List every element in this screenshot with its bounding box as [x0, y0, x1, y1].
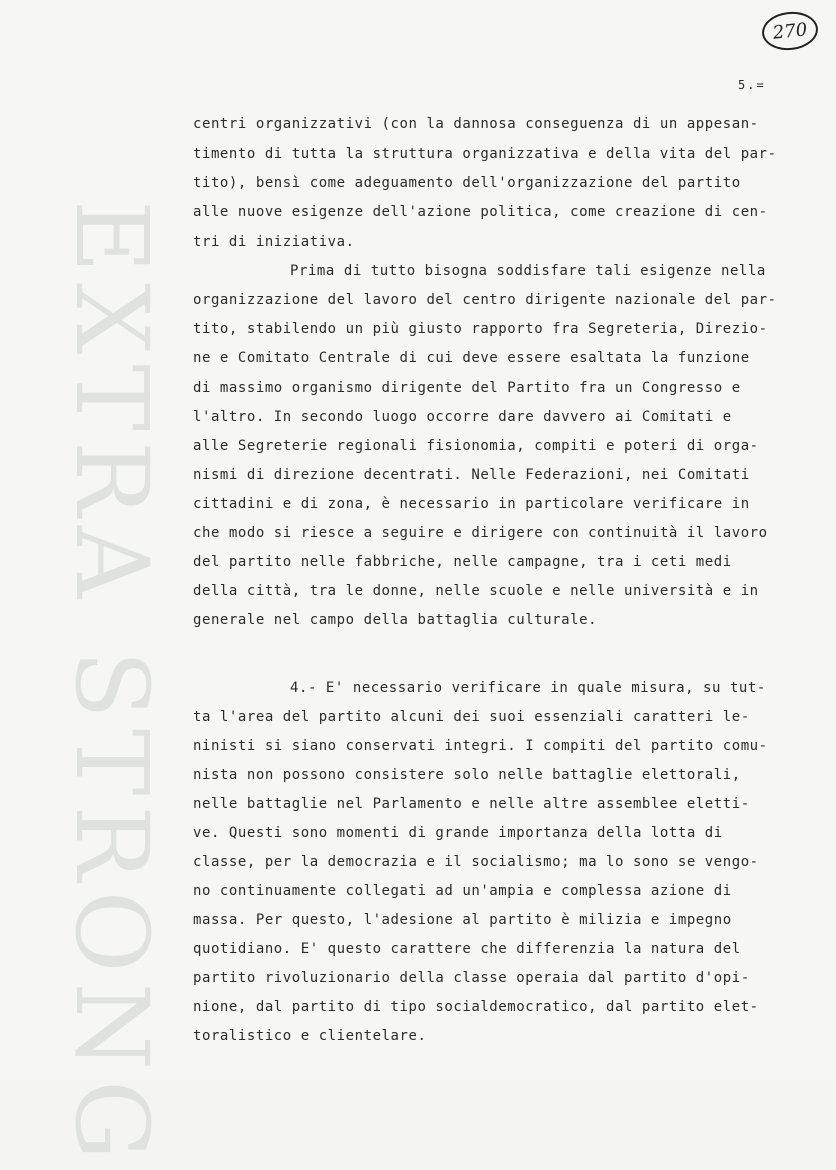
text-line: timento di tutta la struttura organizzativa e della vita del par-	[193, 146, 777, 162]
text-line: alle nuove esigenze dell'azione politica, come creazione di cen-	[193, 204, 768, 220]
text-line: del partito nelle fabbriche, nelle campagne, tra i ceti medi	[193, 554, 732, 570]
text-line: nista non possono consistere solo nelle battaglie elettorali,	[193, 767, 741, 783]
text-line: classe, per la democrazia e il socialismo; ma lo sono se vengo-	[193, 854, 759, 870]
text-line: quotidiano. E' questo carattere che differenzia la natura del	[193, 941, 741, 957]
text-line: ninisti si siano conservati integri. I compiti del partito comu-	[193, 738, 768, 754]
text-line: della città, tra le donne, nelle scuole e nelle università e in	[193, 583, 759, 599]
text-line: cittadini e di zona, è necessario in particolare verificare in	[193, 496, 750, 512]
text-line: centri organizzativi (con la dannosa conseguenza di un appesan-	[193, 116, 759, 132]
archive-stamp: 270	[760, 9, 820, 53]
paper-watermark: EXTRA STRONG	[53, 200, 170, 1170]
text-line: nelle battaglie nel Parlamento e nelle altre assemblee eletti-	[193, 796, 750, 812]
text-line: no continuamente collegati ad un'ampia e complessa azione di	[193, 883, 732, 899]
text-line: nismi di direzione decentrati. Nelle Federazioni, nei Comitati	[193, 467, 750, 483]
text-line: partito rivoluzionario della classe operaia dal partito d'opi-	[193, 970, 750, 986]
text-line: l'altro. In secondo luogo occorre dare davvero ai Comitati e	[193, 409, 732, 425]
text-line: toralistico e clientelare.	[193, 1028, 427, 1044]
text-line: nione, dal partito di tipo socialdemocratico, dal partito elet-	[193, 999, 759, 1015]
text-line: tito), bensì come adeguamento dell'organizzazione del partito	[193, 175, 741, 191]
text-line: tri di iniziativa.	[193, 234, 355, 250]
text-line: Prima di tutto bisogna soddisfare tali esigenze nella	[290, 263, 766, 279]
text-line: massa. Per questo, l'adesione al partito è milizia e impegno	[193, 912, 732, 928]
text-line: che modo si riesce a seguire e dirigere con continuità il lavoro	[193, 525, 768, 541]
text-line: tito, stabilendo un più giusto rapporto fra Segreteria, Direzio-	[193, 321, 768, 337]
text-line: alle Segreterie regionali fisionomia, compiti e poteri di orga-	[193, 438, 759, 454]
text-line: di massimo organismo dirigente del Partito fra un Congresso e	[193, 380, 741, 396]
text-line: ve. Questi sono momenti di grande importanza della lotta di	[193, 825, 723, 841]
text-line: ne e Comitato Centrale di cui deve essere esaltata la funzione	[193, 350, 750, 366]
page-number: 5.=	[738, 78, 766, 92]
text-line: organizzazione del lavoro del centro dirigente nazionale del par-	[193, 292, 777, 308]
text-line: generale nel campo della battaglia culturale.	[193, 612, 598, 628]
text-line: 4.- E' necessario verificare in quale misura, su tut-	[290, 680, 766, 696]
text-line: ta l'area del partito alcuni dei suoi essenziali caratteri le-	[193, 709, 750, 725]
